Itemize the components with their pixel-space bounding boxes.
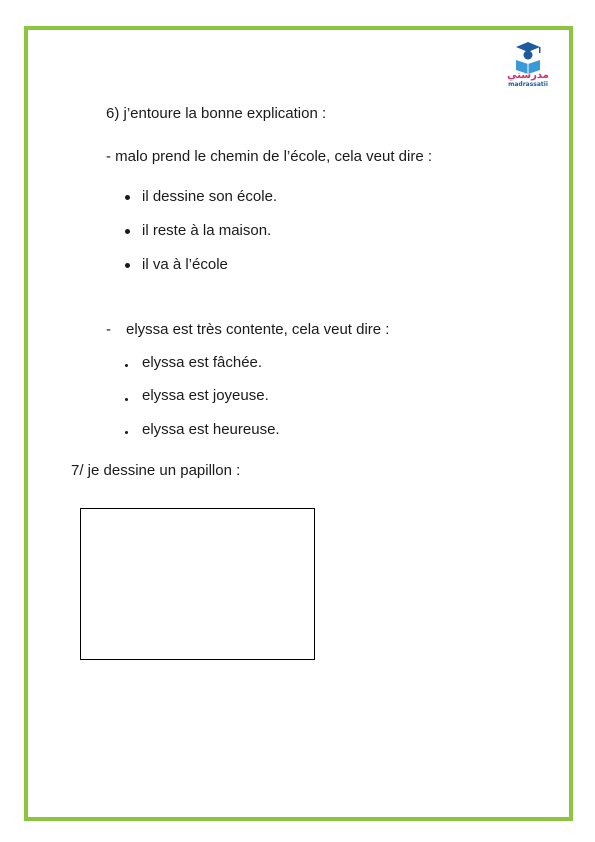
bullet-icon (125, 229, 130, 234)
option-1-1: il dessine son école. (142, 188, 278, 205)
question-6-part-1-prompt: - malo prend le chemin de l’école, cela veut dire : (106, 148, 433, 165)
bullet-icon (125, 431, 128, 434)
question-6-part-2-prompt: elyssa est très contente, cela veut dire : (126, 321, 390, 338)
logo-text-arabic: مدرستي (507, 70, 549, 81)
page-border (24, 26, 573, 821)
logo-text-latin: madrassatii (508, 81, 548, 88)
option-2-3: elyssa est heureuse. (142, 421, 280, 438)
question-6-part-2-dash: - (106, 321, 111, 338)
option-2-2: elyssa est joyeuse. (142, 387, 269, 404)
bullet-icon (125, 364, 128, 367)
question-6-title: 6) j’entoure la bonne explication : (106, 105, 327, 122)
option-1-2: il reste à la maison. (142, 222, 272, 239)
bullet-icon (125, 398, 128, 401)
bullet-icon (125, 263, 130, 268)
option-2-1: elyssa est fâchée. (142, 354, 263, 371)
option-1-3: il va à l’école (142, 256, 228, 273)
drawing-area[interactable] (80, 508, 315, 660)
bullet-icon (125, 195, 130, 200)
question-7-title: 7/ je dessine un papillon : (71, 462, 241, 479)
